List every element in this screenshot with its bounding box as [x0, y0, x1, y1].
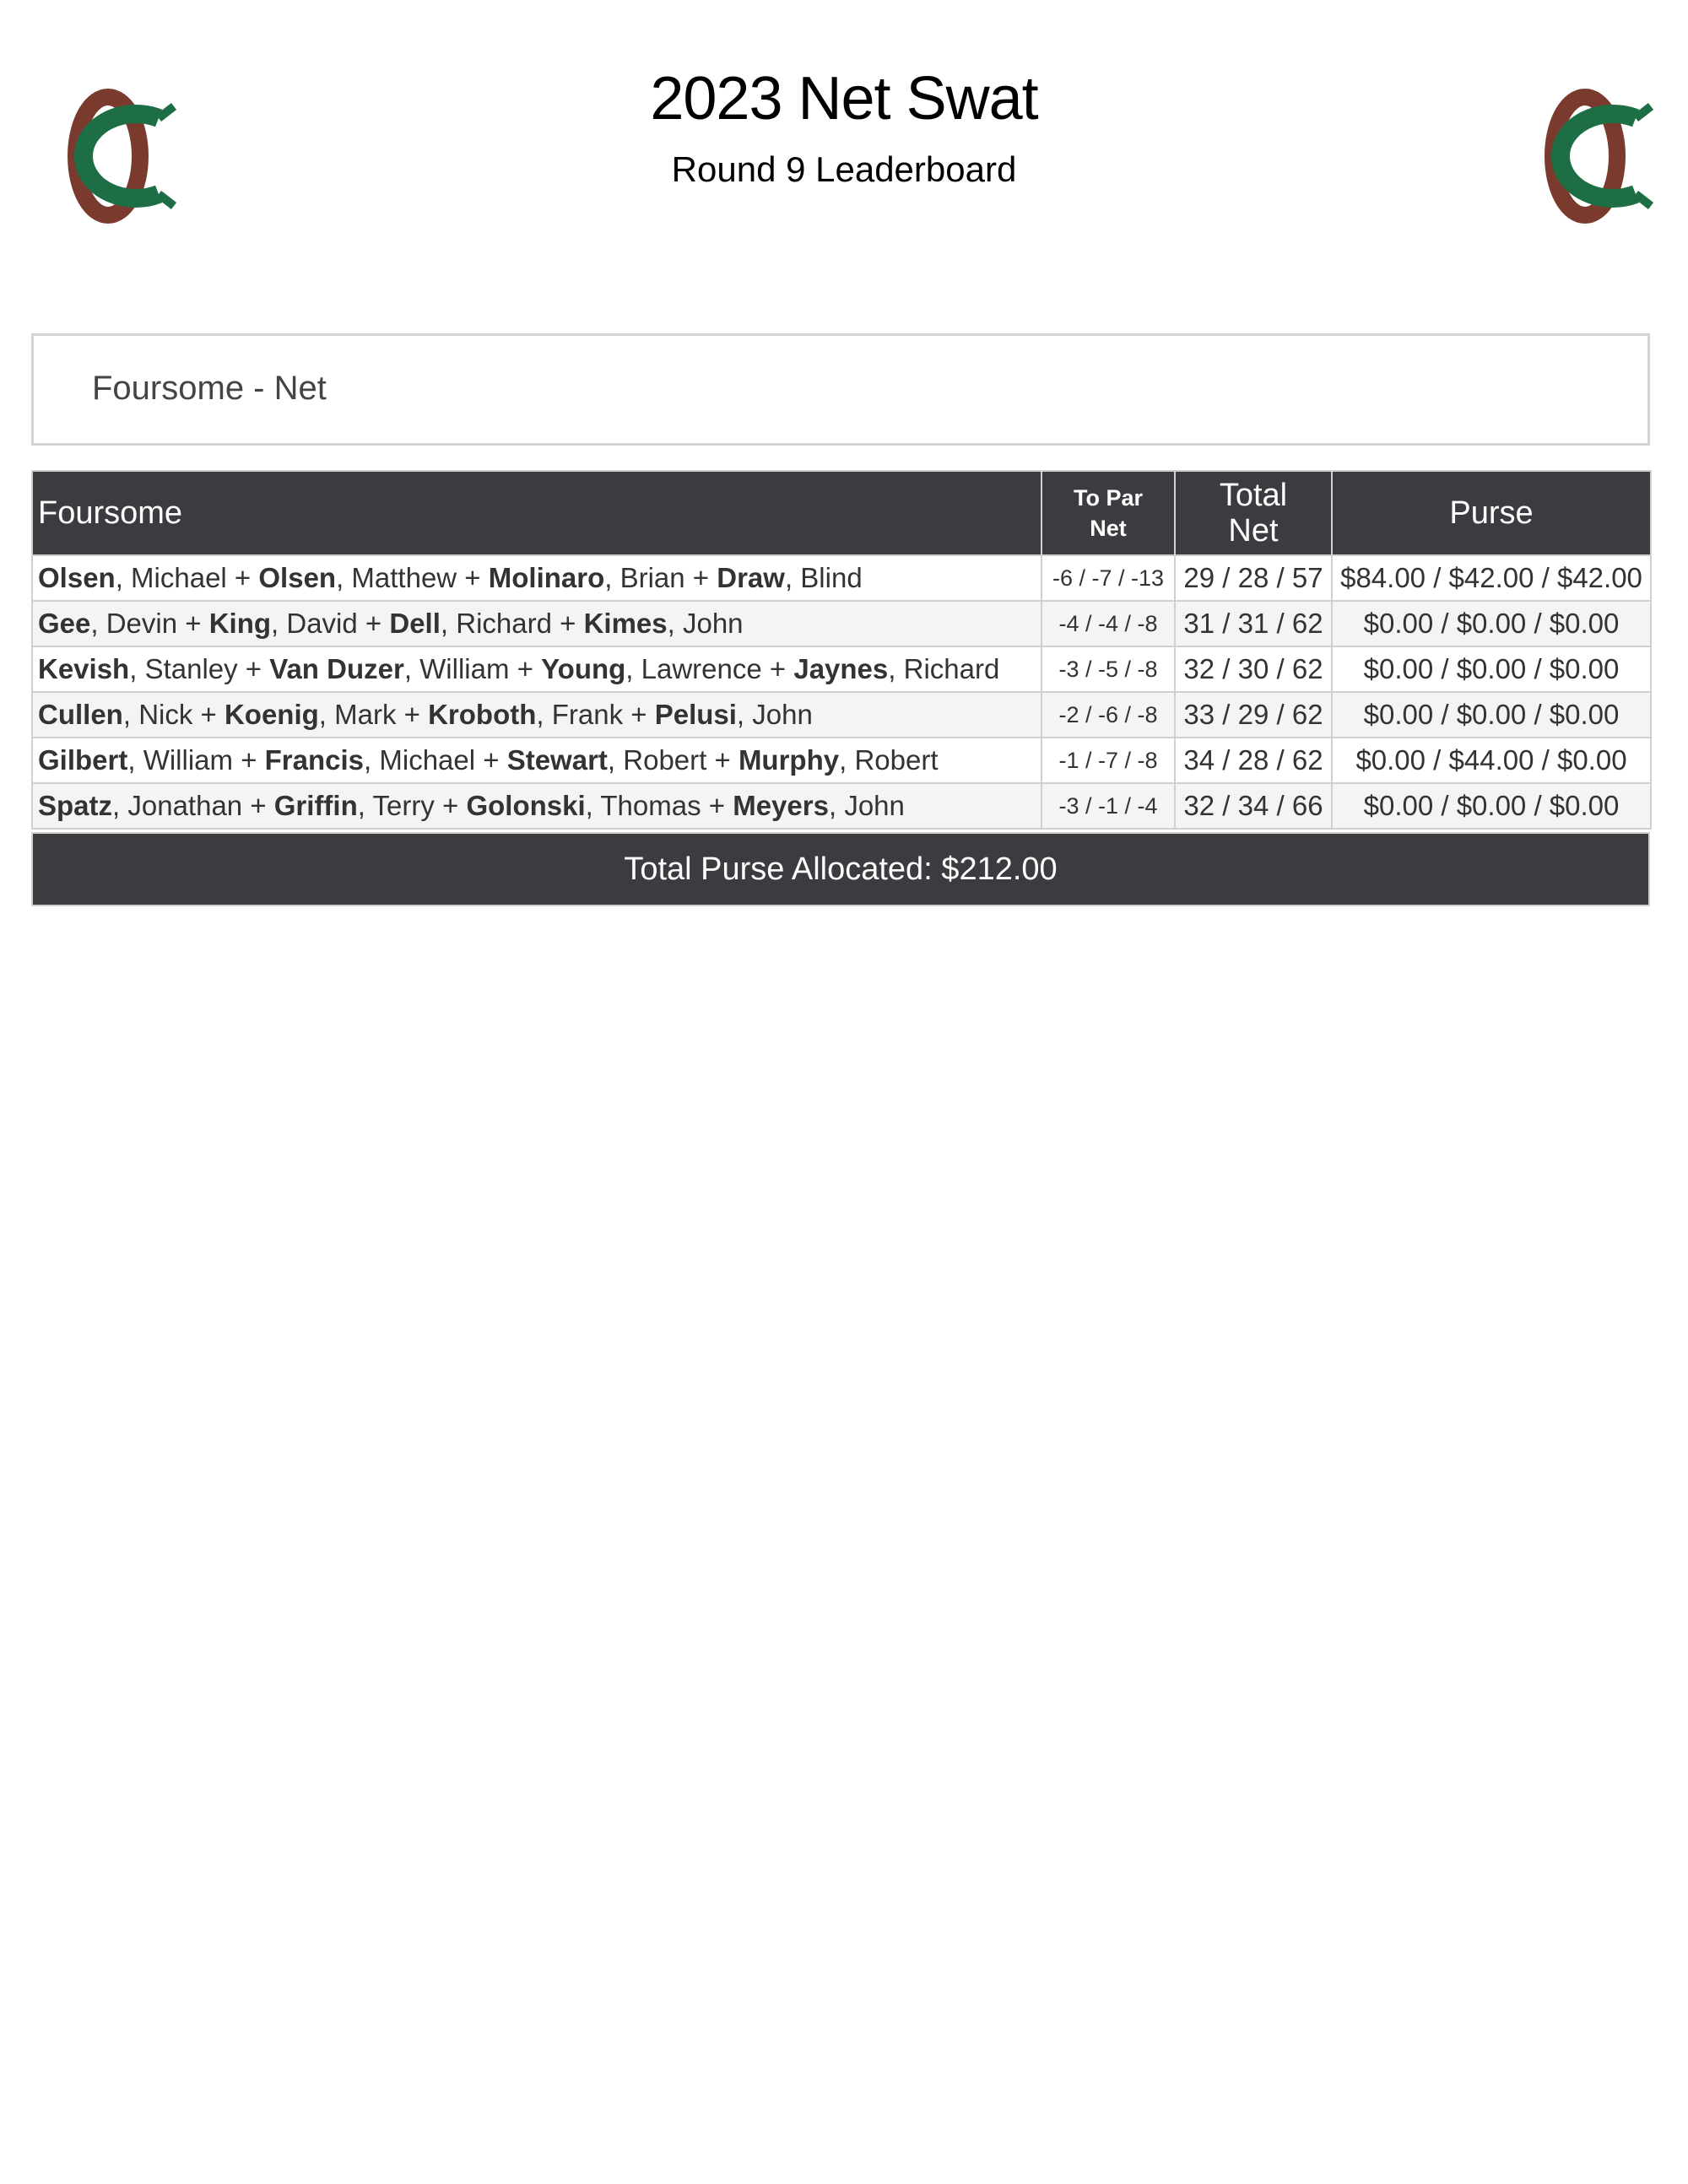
player-name: Dell, Richard: [389, 608, 552, 639]
player-name: Molinaro, Brian: [488, 562, 685, 593]
player-name: Francis, Michael: [264, 744, 476, 776]
player-name: Young, Lawrence: [541, 653, 762, 684]
player-first-name: Richard: [903, 653, 1000, 684]
player-first-name: Robert: [623, 744, 707, 776]
player-first-name: Blind: [800, 562, 863, 593]
to-par-net-cell: -2 / -6 / -8: [1041, 692, 1175, 738]
player-name: Kevish, Stanley: [38, 653, 238, 684]
player-name: Golonski, Thomas: [466, 790, 701, 821]
player-last-name: Koenig: [224, 699, 319, 730]
leaderboard-table: [31, 470, 1652, 830]
section-title: Foursome - Net: [92, 370, 327, 407]
to-par-net-cell: -4 / -4 / -8: [1041, 601, 1175, 646]
to-par-net-cell: -1 / -7 / -8: [1041, 738, 1175, 783]
total-net-cell: 29 / 28 / 57: [1175, 555, 1332, 601]
player-name: Kimes, John: [583, 608, 744, 639]
total-label: Total: [1219, 478, 1288, 513]
foursome-players-cell: Gee, Devin + King, David + Dell, Richard + Kimes, John: [32, 601, 1041, 646]
player-last-name: Van Duzer: [269, 653, 404, 684]
player-first-name: Matthew: [351, 562, 457, 593]
player-first-name: Brian: [619, 562, 685, 593]
player-last-name: Olsen: [258, 562, 337, 593]
player-first-name: Thomas: [600, 790, 701, 821]
player-first-name: Richard: [456, 608, 552, 639]
player-first-name: Michael: [131, 562, 227, 593]
to-par-net-cell: -3 / -1 / -4: [1041, 783, 1175, 829]
table-row: [32, 601, 1651, 646]
player-first-name: David: [286, 608, 358, 639]
player-name: Van Duzer, William: [269, 653, 510, 684]
player-name: Draw, Blind: [717, 562, 863, 593]
player-last-name: Kevish: [38, 653, 130, 684]
player-first-name: John: [844, 790, 905, 821]
player-first-name: Lawrence: [641, 653, 762, 684]
player-first-name: Robert: [854, 744, 939, 776]
table-header-row: [32, 471, 1651, 555]
player-name: King, David: [208, 608, 358, 639]
column-header-purse: Purse: [1332, 471, 1651, 555]
foursome-players-cell: Spatz, Jonathan + Griffin, Terry + Golonski, Thomas + Meyers, John: [32, 783, 1041, 829]
column-header-to-par-net: [1041, 471, 1175, 555]
purse-cell: $0.00 / $0.00 / $0.00: [1332, 646, 1651, 692]
player-name: Pelusi, John: [654, 699, 813, 730]
player-first-name: William: [143, 744, 234, 776]
player-first-name: John: [682, 608, 744, 639]
player-name: Gilbert, William: [38, 744, 234, 776]
total-net-cell: 32 / 30 / 62: [1175, 646, 1332, 692]
player-last-name: Francis: [264, 744, 365, 776]
player-name: Murphy, Robert: [738, 744, 939, 776]
player-last-name: Kroboth: [428, 699, 537, 730]
player-name: Kroboth, Frank: [428, 699, 624, 730]
table-row: [32, 692, 1651, 738]
page-header: [0, 61, 1688, 192]
table-row: [32, 783, 1651, 829]
purse-cell: $0.00 / $0.00 / $0.00: [1332, 783, 1651, 829]
total-net-cell: 32 / 34 / 66: [1175, 783, 1332, 829]
player-last-name: Draw: [717, 562, 785, 593]
player-last-name: Spatz: [38, 790, 113, 821]
player-last-name: Olsen: [38, 562, 116, 593]
player-first-name: Stanley: [144, 653, 238, 684]
purse-cell: $0.00 / $44.00 / $0.00: [1332, 738, 1651, 783]
to-par-label: To Par: [1073, 485, 1143, 511]
page-subtitle: Round 9 Leaderboard: [671, 149, 1017, 189]
player-last-name: Murphy: [738, 744, 840, 776]
column-header-foursome: Foursome: [32, 471, 1041, 555]
player-name: Griffin, Terry: [273, 790, 435, 821]
player-last-name: Jaynes: [793, 653, 889, 684]
table-row: [32, 646, 1651, 692]
player-last-name: Golonski: [466, 790, 586, 821]
player-last-name: Kimes: [583, 608, 668, 639]
purse-cell: $84.00 / $42.00 / $42.00: [1332, 555, 1651, 601]
player-first-name: Terry: [372, 790, 435, 821]
player-first-name: John: [752, 699, 813, 730]
player-first-name: Frank: [551, 699, 624, 730]
player-name: Meyers, John: [733, 790, 905, 821]
page-title: 2023 Net Swat: [650, 65, 1038, 132]
table-row: [32, 738, 1651, 783]
total-purse-footer: Total Purse Allocated: $212.00: [31, 832, 1650, 906]
player-first-name: Mark: [334, 699, 397, 730]
player-first-name: Devin: [106, 608, 178, 639]
player-name: Spatz, Jonathan: [38, 790, 243, 821]
player-last-name: Molinaro: [488, 562, 605, 593]
foursome-players-cell: Gilbert, William + Francis, Michael + Stewart, Robert + Murphy, Robert: [32, 738, 1041, 783]
to-par-net-cell: -3 / -5 / -8: [1041, 646, 1175, 692]
table-row: [32, 555, 1651, 601]
player-last-name: Griffin: [273, 790, 358, 821]
player-name: Stewart, Robert: [506, 744, 707, 776]
player-last-name: Dell: [389, 608, 441, 639]
total-net-cell: 34 / 28 / 62: [1175, 738, 1332, 783]
total-net-cell: 33 / 29 / 62: [1175, 692, 1332, 738]
player-last-name: Pelusi: [654, 699, 737, 730]
purse-cell: $0.00 / $0.00 / $0.00: [1332, 601, 1651, 646]
foursome-players-cell: Kevish, Stanley + Van Duzer, William + Young, Lawrence + Jaynes, Richard: [32, 646, 1041, 692]
to-par-net-label: Net: [1090, 516, 1127, 541]
player-name: Jaynes, Richard: [793, 653, 1000, 684]
player-first-name: Nick: [138, 699, 193, 730]
player-name: Gee, Devin: [38, 608, 178, 639]
player-last-name: Gee: [38, 608, 91, 639]
column-header-total-net: [1175, 471, 1332, 555]
total-net-label: Net: [1228, 513, 1279, 549]
player-first-name: Michael: [379, 744, 476, 776]
purse-cell: $0.00 / $0.00 / $0.00: [1332, 692, 1651, 738]
player-last-name: Young: [541, 653, 626, 684]
to-par-net-cell: -6 / -7 / -13: [1041, 555, 1175, 601]
player-last-name: King: [208, 608, 272, 639]
player-name: Koenig, Mark: [224, 699, 397, 730]
player-name: Cullen, Nick: [38, 699, 193, 730]
player-name: Olsen, Matthew: [258, 562, 457, 593]
player-last-name: Stewart: [506, 744, 608, 776]
player-first-name: William: [419, 653, 510, 684]
player-last-name: Meyers: [733, 790, 829, 821]
player-last-name: Cullen: [38, 699, 123, 730]
player-first-name: Jonathan: [127, 790, 243, 821]
player-name: Olsen, Michael: [38, 562, 227, 593]
total-net-cell: 31 / 31 / 62: [1175, 601, 1332, 646]
foursome-players-cell: Cullen, Nick + Koenig, Mark + Kroboth, Frank + Pelusi, John: [32, 692, 1041, 738]
player-last-name: Gilbert: [38, 744, 128, 776]
section-header-box: [31, 333, 1650, 446]
foursome-players-cell: Olsen, Michael + Olsen, Matthew + Molinaro, Brian + Draw, Blind: [32, 555, 1041, 601]
